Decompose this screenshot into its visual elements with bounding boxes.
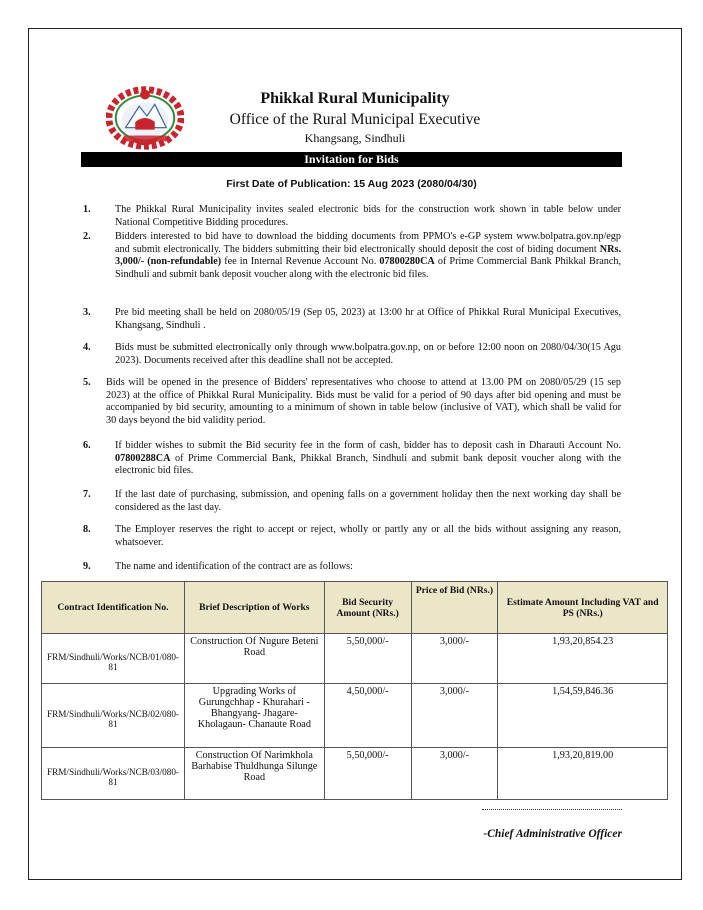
item-text-part: of Prime Commercial Bank, Phikkal Branch, Sindhuli and submit bank deposit voucher along with the electronic bid files. <box>115 452 621 476</box>
item-text-part: Bidders interested to bid have to download the bidding documents from PPMO's e-GP system www.bolpatra.gov.np/egp and submit electronically. The bidders submitting their bid electronically should deposit the cost of biding document <box>115 231 621 255</box>
table-row <box>42 748 668 800</box>
item-number: 8. <box>83 524 91 535</box>
description-cell: Construction Of Nugure Beteni Road <box>184 634 324 684</box>
table-row <box>42 634 668 684</box>
bid-price-cell: 3,000/- <box>411 684 498 748</box>
office-address: Khangsang, Sindhuli <box>304 131 406 145</box>
estimate-cell: 1,93,20,819.00 <box>498 748 668 800</box>
office-name: Office of the Rural Municipal Executive <box>229 111 481 128</box>
contract-id-cell: FRM/Sindhuli/Works/NCB/01/080-81 <box>42 634 185 684</box>
item-text: The Employer reserves the right to accept or reject, wholly or partly any or all the bids without assigning any reason, whatsoever. <box>115 524 621 548</box>
table-header-row <box>42 582 668 634</box>
item-number: 9. <box>83 561 91 572</box>
account-number: 07800288CA <box>115 452 171 464</box>
column-header: Brief Description of Works <box>184 582 324 634</box>
contract-id-cell: FRM/Sindhuli/Works/NCB/02/080-81 <box>42 684 185 748</box>
item-text-bold: NRs. 3,000/- (non-refundable) <box>115 243 621 267</box>
item-number: 6. <box>83 440 91 451</box>
bid-security-cell: 4,50,000/- <box>324 684 411 748</box>
item-text-part: of Prime Commercial Bank Phikkal Branch, Sindhuli and submit bank deposit voucher along with the electronic bid files. <box>115 256 622 280</box>
table-row <box>42 684 668 748</box>
description-cell: Upgrading Works of Gurungchhap - Khurahari - Bhangyang- Jhagare- Kholagaun- Chanaute Road <box>184 684 324 748</box>
account-number: 07800280CA <box>379 256 435 267</box>
column-header: Bid Security Amount (NRs.) <box>324 582 411 634</box>
item-text <box>115 231 621 281</box>
bid-security-cell: 5,50,000/- <box>324 748 411 800</box>
estimate-cell: 1,93,20,854.23 <box>498 634 668 684</box>
item-text: If the last date of purchasing, submission, and opening falls on a government holiday then the next working day shall be considered as the last day. <box>115 489 621 513</box>
item-text: The name and identification of the contract are as follows: <box>115 561 353 572</box>
signatory-title: -Chief Administrative Officer <box>483 828 622 840</box>
item-text: Bids will be opened in the presence of Bidders' representatives who choose to attend at 13.00 PM on 2080/05/29 (15 sep 2023) at the office of Phikkal Rural Municipality. Bids must be valid for a period of 90 days after bid opening and must be accompanied by bid security, amounting to a minimum of shown in table below (inclusive of VAT), which shall be valid for 30 days beyond the bid validity period. <box>106 377 621 426</box>
item-number: 2. <box>83 231 91 242</box>
item-text-part: If bidder wishes to submit the Bid security fee in the form of cash, bidder has to deposit cash in Dharauti Account No. <box>115 440 621 451</box>
contract-id-cell: FRM/Sindhuli/Works/NCB/03/080-81 <box>42 748 185 800</box>
municipality-name: Phikkal Rural Municipality <box>260 90 450 107</box>
signature-line <box>482 809 622 810</box>
publication-date: First Date of Publication: 15 Aug 2023 (2080/04/30) <box>226 178 477 190</box>
column-header: Price of Bid (NRs.) <box>411 582 498 634</box>
column-header: Contract Identification No. <box>42 582 185 634</box>
bid-price-cell: 3,000/- <box>411 748 498 800</box>
column-header: Estimate Amount Including VAT and PS (NRs.) <box>498 582 668 634</box>
item-number: 4. <box>83 342 91 353</box>
bid-price-cell: 3,000/- <box>411 634 498 684</box>
estimate-cell: 1,54,59,846.36 <box>498 684 668 748</box>
item-text: Bids must be submitted electronically only through www.bolpatra.gov.np, on or before 12:00 noon on 2080/04/30(15 Agu 2023). Documents received after this deadline shall not be accepted. <box>115 342 621 366</box>
item-number: 1. <box>83 204 91 215</box>
item-text: Pre bid meeting shall be held on 2080/05/19 (Sep 05, 2023) at 13:00 hr at Office of Phikkal Rural Municipal Executives, Khangsang, Sindhuli . <box>115 307 621 331</box>
item-number: 3. <box>83 307 91 318</box>
item-text-part: fee in Internal Revenue Account No. <box>221 256 380 267</box>
invitation-banner: Invitation for Bids <box>81 152 622 167</box>
contracts-table <box>41 581 668 800</box>
item-text <box>115 440 621 478</box>
item-number: 7. <box>83 489 91 500</box>
description-cell: Construction Of Narimkhola Barhabise Thuldhunga Silunge Road <box>184 748 324 800</box>
item-number: 5. <box>83 377 91 388</box>
item-text: The Phikkal Rural Municipality invites sealed electronic bids for the construction work shown in table below under National Competitive Bidding procedures. <box>115 204 621 228</box>
bid-security-cell: 5,50,000/- <box>324 634 411 684</box>
municipal-emblem-logo <box>106 84 184 150</box>
